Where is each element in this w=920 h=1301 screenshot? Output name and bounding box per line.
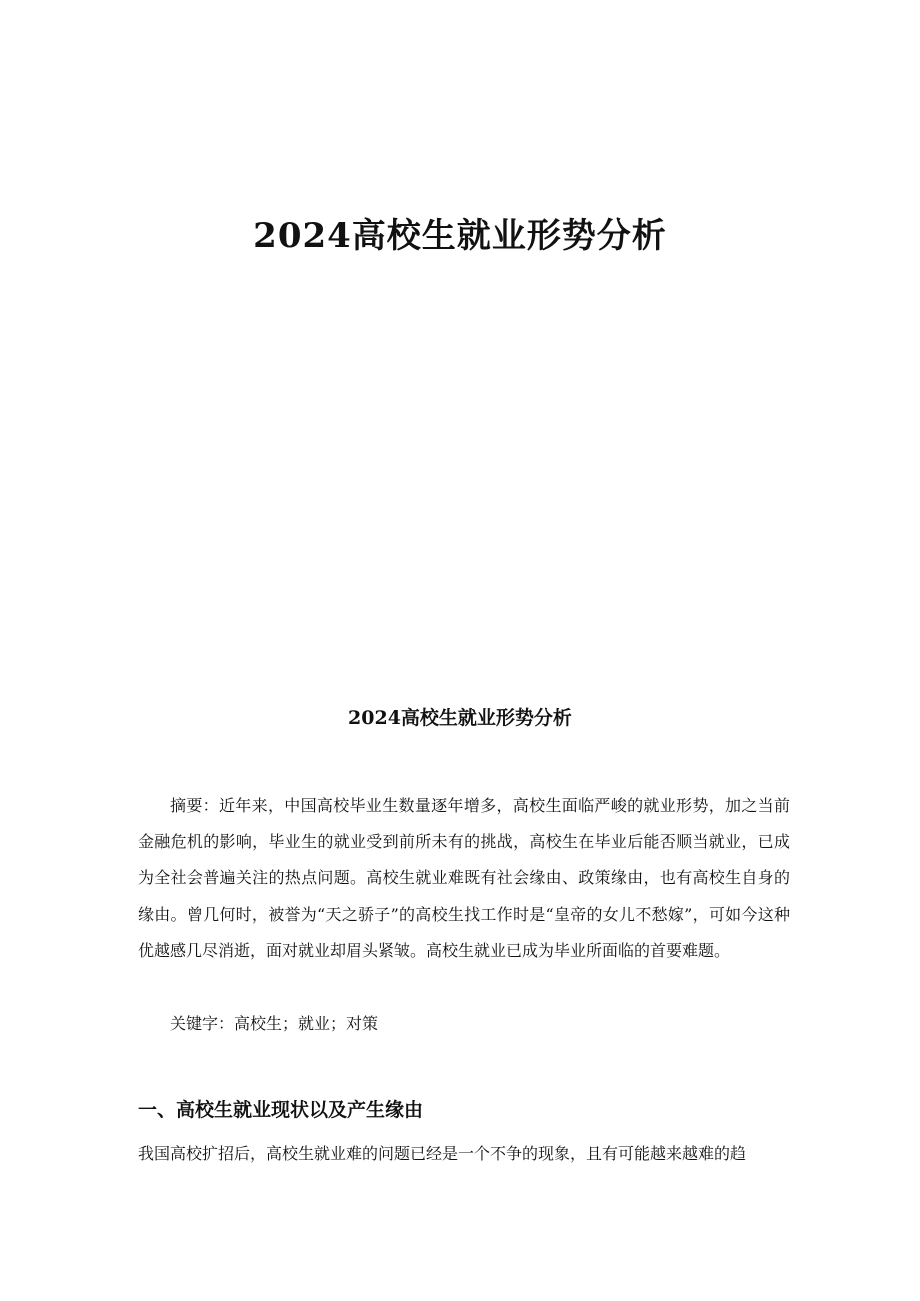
cover-title: 2024高校生就业形势分析 — [253, 216, 667, 256]
abstract-paragraph: 摘要：近年来，中国高校毕业生数量逐年增多，高校生面临严峻的就业形势，加之当前金融危机的影响，毕业生的就业受到前所未有的挑战，高校生在毕业后能否顺当就业，已成为全社会普遍关注的热点问题。高校生就业难既有社会缘由、政策缘由，也有高校生自身的缘由。曾几何时，被誉为“天之骄子”的高校生找工作时是“皇帝的女儿不愁嫁”，可如今这种优越感几尽消逝，面对就业却眉头紧皱。高校生就业已成为毕业所面临的首要难题。 — [138, 796, 790, 960]
section-heading: 一、高校生就业现状以及产生缘由 — [138, 1099, 424, 1121]
keywords-line: 关键字：高校生；就业；对策 — [170, 1014, 379, 1033]
body-paragraph: 我国高校扩招后，高校生就业难的问题已经是一个不争的现象，且有可能越来越难的趋 — [138, 1144, 747, 1163]
document-title: 2024高校生就业形势分析 — [348, 707, 572, 729]
